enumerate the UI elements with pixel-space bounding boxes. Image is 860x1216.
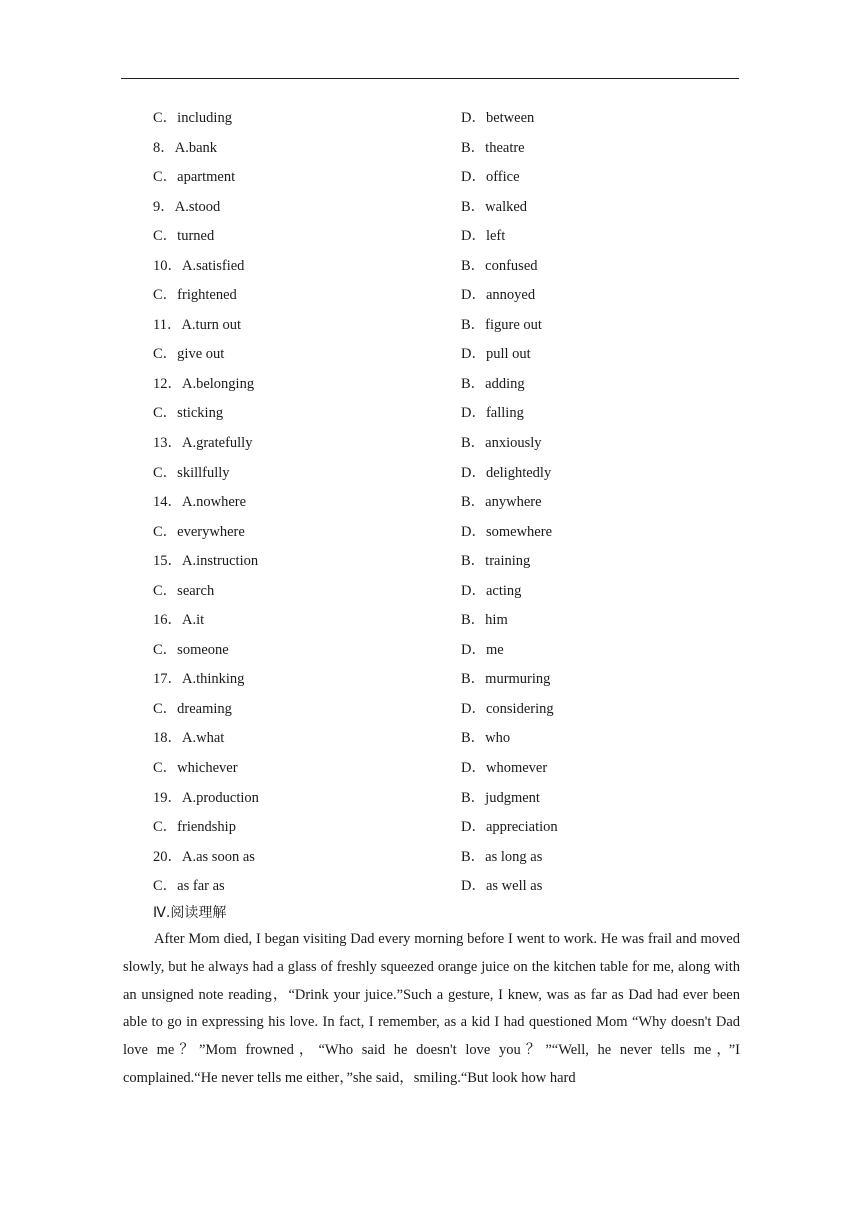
option-right: D．office — [461, 169, 520, 186]
option-row — [0, 691, 860, 721]
option-row — [0, 455, 860, 485]
option-left: 19．A.production — [153, 789, 259, 806]
option-left: C．frightened — [153, 287, 237, 304]
option-right: D．whomever — [461, 760, 548, 777]
option-left: 18．A.what — [153, 730, 225, 747]
option-row — [0, 395, 860, 425]
option-left: 15．A.instruction — [153, 553, 259, 570]
option-right: D．left — [461, 228, 506, 245]
option-right: B．judgment — [461, 789, 540, 806]
option-left: C．as far as — [153, 878, 225, 895]
option-right: B．training — [461, 553, 531, 570]
option-right: B．theatre — [461, 139, 525, 156]
option-left: C．turned — [153, 228, 215, 245]
option-row — [0, 868, 860, 898]
option-row — [0, 189, 860, 219]
option-right: D．considering — [461, 700, 554, 717]
option-right: B．figure out — [461, 316, 542, 333]
option-row — [0, 484, 860, 514]
option-right: B．walked — [461, 198, 528, 215]
option-row — [0, 602, 860, 632]
option-row — [0, 336, 860, 366]
option-right: D．acting — [461, 582, 522, 599]
reading-passage — [123, 926, 740, 1093]
option-row — [0, 307, 860, 337]
option-left: 13．A.gratefully — [153, 435, 253, 452]
option-row — [0, 366, 860, 396]
option-row — [0, 661, 860, 691]
option-row — [0, 277, 860, 307]
option-row — [0, 159, 860, 189]
option-left: 14．A.nowhere — [153, 494, 247, 511]
option-left: 11．A.turn out — [153, 316, 242, 333]
option-left: 17．A.thinking — [153, 671, 245, 688]
option-right: B．him — [461, 612, 508, 629]
option-right: B．adding — [461, 375, 525, 392]
passage-paragraph: After Mom died, I began visiting Dad every morning before I went to work. He was frail and moved slowly, but he always had a glass of freshly squeezed orange juice on the kitchen table for me, along with an unsigned note reading，“Drink your juice.”Such a gesture, I knew, was as far as Dad had ever been able to go in expressing his love. In fact, I remember, as a kid I had questioned Mom “Why doesn't Dad love me？”Mom frowned，“Who said he doesn't love you？”“Well, he never tells me，”I complained.“He never tells me either，”she said，smiling.“But look how hard — [123, 931, 740, 1086]
option-row — [0, 543, 860, 573]
option-left: 9．A.stood — [153, 198, 221, 215]
header-rule — [121, 78, 739, 79]
option-left: 16．A.it — [153, 612, 205, 629]
option-row — [0, 573, 860, 603]
option-right: B．as long as — [461, 848, 543, 865]
option-row — [0, 750, 860, 780]
option-right: D．appreciation — [461, 819, 558, 836]
option-left: C．give out — [153, 346, 225, 363]
option-left: C．skillfully — [153, 464, 230, 481]
option-right: D．between — [461, 110, 535, 126]
section-heading: Ⅳ.阅读理解 — [153, 905, 227, 921]
option-row — [0, 218, 860, 248]
option-left: 12．A.belonging — [153, 375, 255, 392]
option-right: D．delightedly — [461, 464, 552, 481]
option-left: C．dreaming — [153, 700, 232, 717]
option-row — [0, 720, 860, 750]
option-left: 20．A.as soon as — [153, 848, 255, 865]
option-right: B．who — [461, 730, 511, 747]
option-row — [0, 248, 860, 278]
option-left: C．search — [153, 582, 215, 599]
option-row — [0, 780, 860, 810]
option-right: D．pull out — [461, 346, 531, 363]
option-left: C．friendship — [153, 819, 236, 836]
option-right: B．confused — [461, 257, 538, 274]
option-right: B．murmuring — [461, 671, 551, 688]
option-right: D．me — [461, 641, 504, 658]
option-right: D．somewhere — [461, 523, 553, 540]
option-row — [0, 632, 860, 662]
option-right: D．falling — [461, 405, 524, 422]
option-row — [0, 809, 860, 839]
option-row — [0, 514, 860, 544]
option-left: C．everywhere — [153, 523, 245, 540]
option-right: B．anxiously — [461, 435, 542, 452]
answer-options — [0, 100, 860, 898]
option-left: C．including — [153, 110, 232, 126]
option-row — [0, 130, 860, 160]
option-left: C．apartment — [153, 169, 236, 186]
option-row — [0, 425, 860, 455]
option-left: 8．A.bank — [153, 139, 218, 156]
option-right: D．annoyed — [461, 287, 536, 304]
option-left: C．someone — [153, 641, 229, 658]
option-left: C．sticking — [153, 405, 224, 422]
option-row — [0, 839, 860, 869]
option-right: D．as well as — [461, 878, 543, 895]
option-row — [0, 100, 860, 130]
option-right: B．anywhere — [461, 494, 542, 511]
option-left: C．whichever — [153, 760, 238, 777]
option-left: 10．A.satisfied — [153, 257, 245, 274]
